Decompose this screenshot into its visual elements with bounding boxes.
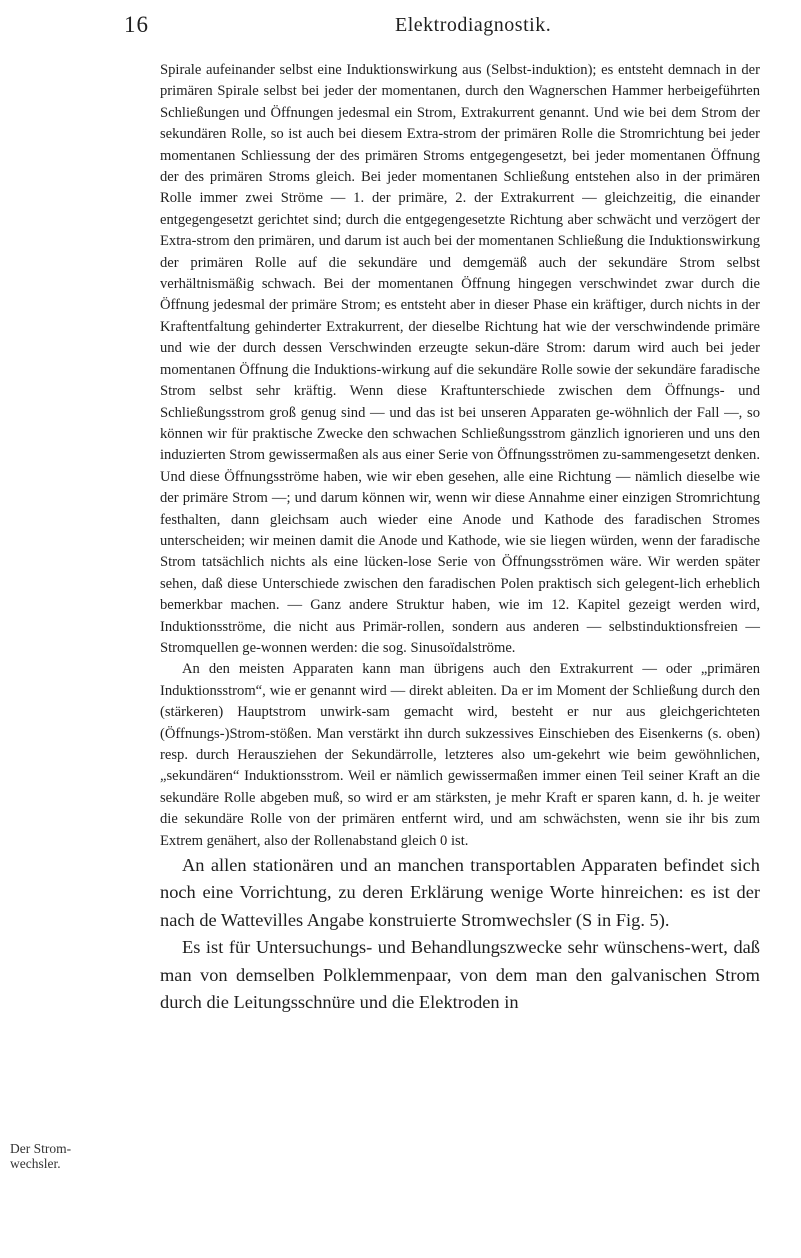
page-number: 16 [124,12,149,37]
page-body [160,60,760,1016]
page-header [0,12,801,42]
running-title: Elektrodiagnostik. [395,14,552,36]
paragraph-4: Es ist für Untersuchungs- und Behandlungszwecke sehr wünschens-wert, daß man von demselben Polklemmenpaar, von dem man den galvanischen Strom durch die Leitungsschnüre und die Elektroden in [160,937,760,1013]
paragraph-3: An allen stationären und an manchen transportablen Apparaten befindet sich noch eine Vorrichtung, zu deren Erklärung wenige Worte hinreichen: es ist der nach de Wattevilles Angabe konstruierte Stromwechsler (S in Fig. 5). [160,855,760,930]
paragraph-1: Spirale aufeinander selbst eine Induktionswirkung aus (Selbst-induktion); es entsteht demnach in der primären Spirale selbst bei jeder der momentanen, durch den Wagnerschen Hammer herbeigeführten Schließungen und Öffnungen jedesmal ein Strom, Extrakurrent genannt. Und wie bei dem Strom der sekundären Rolle, so ist auch bei diesem Extra-strom der primären Rolle die Stromrichtung bei jeder momentanen Schliessung der des primären Stroms entgegengesetzt, bei jeder momentanen Öffnung der des primären Stroms gleich. Bei jeder momentanen Schließung entstehen also in der primären Rolle immer zwei Ströme — 1. der primäre, 2. der Extrakurrent — gleichzeitig, die einander entgegengesetzt gerichtet sind; durch die entgegengesetzte Richtung aber schwächt und verzögert der Extra-strom den primären, und darum ist auch bei der momentanen Schließung die Induktionswirkung der primären Rolle auf die sekundäre und demgemäß auch der sekundäre Strom selbst verhältnismäßig schwach. Bei der momentanen Öffnung hingegen verschwindet zwar durch die Öffnung jedesmal der primäre Strom; es entsteht aber in dieser Phase ein kräftiger, durch nichts in der Kraftentfaltung gehinderter Extrakurrent, der dieselbe Richtung hat wie der verschwindende primäre und wie der durch dessen Verschwinden erzeugte sekun-däre Strom: darum wird auch bei jeder momentanen Öffnung die Induktions-wirkung auf die sekundäre Rolle sowie der sekundäre faradische Strom selbst sehr kräftig. Wenn diese Kraftunterschiede zwischen dem Öffnungs- und Schließungsstrom groß genug sind — und das ist bei unseren Apparaten ge-wöhnlich der Fall —, so können wir für praktische Zwecke den schwachen Schließungsstrom gänzlich ignorieren und uns den induzierten Strom gewissermaßen als aus einer Serie von Öffnungsströmen zu-sammengesetzt denken. Und diese Öffnungsströme haben, wie wir eben gesehen, alle eine Richtung — nämlich dieselbe wie der primäre Strom —; und darum können wir, wenn wir diese Annahme einer einzigen Stromrichtung festhalten, dann gleichsam auch wieder eine Anode und Kathode des faradischen Stromes unterscheiden; wir meinen damit die Anode und Kathode, wie sie liegen würden, wenn der faradische Strom tatsächlich nichts als eine lücken-lose Serie von Öffnungsströmen wäre. Wir werden später sehen, daß diese Unterschiede zwischen den faradischen Polen praktisch sich gelegent-lich erheblich bemerkbar machen. — Ganz andere Struktur haben, wie im 12. Kapitel gezeigt werden wird, Induktionsströme, die nicht aus Primär-rollen, sondern aus anderen — selbstinduktionsfreien — Stromquellen ge-wonnen werden: die sog. Sinusoïdalströme. [160,62,760,656]
paragraph-2: An den meisten Apparaten kann man übrigens auch den Extrakurrent — oder „primären Induktionsstrom“, wie er genannt wird — direkt ableiten. Da er im Moment der Schließung durch den (stärkeren) Hauptstrom unwirk-sam gemacht wird, besteht er nur aus gleichgerichteten (Öffnungs-)Strom-stößen. Man verstärkt ihn durch sukzessives Einschieben des Eisenkerns (s. oben) resp. durch Herausziehen der Sekundärrolle, letzteres also um-gekehrt wie beim gewöhnlichen, „sekundären“ Induktionsstrom. Weil er nämlich gewissermaßen immer einen Teil seiner Kraft an die sekundäre Rolle abgeben muß, so wird er am stärksten, je mehr Kraft er sparen kann, d. h. je weiter die sekundäre Rolle von der primären entfernt wird, und am schwächsten, wenn sie ihr bis zum Extrem genähert, also der Rollenabstand gleich 0 ist. [160,661,760,849]
margin-note: Der Strom-wechsler. [10,1141,72,1171]
